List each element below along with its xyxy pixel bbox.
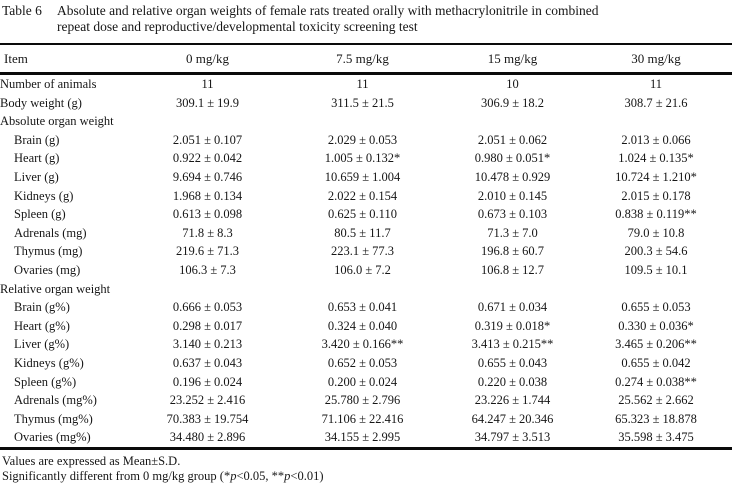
table-row: [0, 428, 732, 448]
row-value-cell: 3.140 ± 0.213: [172, 337, 243, 352]
table-title-line2: repeat dose and reproductive/developmental toxicity screening test: [57, 19, 418, 34]
row-value-cell: 0.655 ± 0.043: [477, 355, 548, 370]
col-header-item: Item: [0, 44, 135, 74]
section-row: [0, 112, 732, 131]
row-item-label: Liver (g%): [14, 337, 70, 352]
row-item-label: Body weight (g): [0, 95, 82, 110]
row-item-label: Kidneys (g%): [14, 355, 84, 370]
row-value-cell: 0.637 ± 0.043: [172, 355, 243, 370]
table-row: [0, 242, 732, 261]
row-value-cell: 9.694 ± 0.746: [172, 170, 243, 185]
row-value-cell: 11: [201, 77, 214, 92]
row-item-label: Spleen (g): [14, 207, 66, 222]
row-value-cell: 0.653 ± 0.041: [327, 300, 398, 315]
row-item-label: Adrenals (mg): [14, 225, 87, 240]
row-value-cell: 1.024 ± 0.135*: [618, 151, 694, 166]
row-value-cell: 11: [356, 77, 369, 92]
row-value-cell: 25.562 ± 2.662: [618, 393, 694, 408]
organ-weight-table: [0, 43, 732, 450]
row-value-cell: 0.652 ± 0.053: [327, 355, 398, 370]
row-value-cell: 0.196 ± 0.024: [172, 374, 243, 389]
row-value-cell: 35.598 ± 3.475: [618, 430, 694, 445]
row-value-cell: [580, 112, 732, 131]
col-header-dose-7-5: 7.5 mg/kg: [280, 44, 445, 74]
row-value-cell: [280, 280, 445, 299]
row-value-cell: 306.9 ± 18.2: [480, 95, 545, 110]
row-value-cell: 0.666 ± 0.053: [172, 300, 243, 315]
table-row: [0, 317, 732, 336]
section-row: [0, 280, 732, 299]
row-value-cell: 10.724 ± 1.210*: [615, 170, 697, 185]
footnote-mean-sd: Values are expressed as Mean±S.D.: [2, 453, 181, 468]
row-item-label: Relative organ weight: [0, 281, 111, 296]
table-title-line1: Absolute and relative organ weights of female rats treated orally with methacrylonitrile in combined: [57, 3, 599, 18]
table-row: [0, 373, 732, 392]
table-row: [0, 149, 732, 168]
row-value-cell: 10.659 ± 1.004: [324, 170, 401, 185]
row-value-cell: 10.478 ± 0.929: [474, 170, 551, 185]
table-row: [0, 94, 732, 113]
row-item-label: Heart (g): [14, 151, 60, 166]
header-row: [0, 44, 732, 74]
table-number-label: Table 6: [2, 3, 42, 18]
row-value-cell: [445, 280, 580, 299]
row-value-cell: 0.655 ± 0.042: [621, 355, 691, 370]
row-value-cell: 223.1 ± 77.3: [330, 244, 395, 259]
row-value-cell: 10: [506, 77, 519, 92]
row-value-cell: [135, 280, 280, 299]
row-value-cell: 200.3 ± 54.6: [624, 244, 688, 259]
row-value-cell: [580, 280, 732, 299]
row-item-label: Number of animals: [0, 77, 97, 92]
table-row: [0, 187, 732, 206]
row-value-cell: 106.3 ± 7.3: [179, 262, 236, 277]
row-value-cell: 2.051 ± 0.107: [172, 132, 243, 147]
row-value-cell: 0.200 ± 0.024: [327, 374, 398, 389]
col-header-dose-0: 0 mg/kg: [135, 44, 280, 74]
row-value-cell: 2.010 ± 0.145: [477, 188, 548, 203]
row-value-cell: 109.5 ± 10.1: [624, 262, 688, 277]
row-value-cell: 0.220 ± 0.038: [477, 374, 548, 389]
row-value-cell: 3.413 ± 0.215**: [471, 337, 554, 352]
footnote-p-italic: p: [284, 468, 291, 483]
row-item-label: Brain (g%): [14, 300, 70, 315]
row-item-label: Adrenals (mg%): [14, 393, 97, 408]
row-item-label: Spleen (g%): [14, 374, 77, 389]
table-caption: [0, 3, 732, 35]
row-value-cell: 80.5 ± 11.7: [334, 225, 391, 240]
table-body: [0, 74, 732, 449]
row-value-cell: 34.797 ± 3.513: [474, 430, 551, 445]
row-value-cell: 2.051 ± 0.062: [477, 132, 548, 147]
row-item-label: Heart (g%): [14, 318, 70, 333]
row-value-cell: 65.323 ± 18.878: [615, 411, 697, 426]
row-value-cell: 0.274 ± 0.038**: [615, 374, 697, 389]
row-value-cell: 3.465 ± 0.206**: [615, 337, 697, 352]
row-item-label: Thymus (mg%): [14, 411, 93, 426]
row-value-cell: 106.8 ± 12.7: [480, 262, 545, 277]
row-value-cell: 79.0 ± 10.8: [627, 225, 685, 240]
table-row: [0, 168, 732, 187]
table-row: [0, 391, 732, 410]
table-row: [0, 74, 732, 94]
row-value-cell: [280, 112, 445, 131]
row-value-cell: 0.673 ± 0.103: [477, 207, 548, 222]
row-value-cell: 3.420 ± 0.166**: [321, 337, 404, 352]
row-item-label: Brain (g): [14, 132, 60, 147]
table-row: [0, 410, 732, 429]
row-value-cell: 25.780 ± 2.796: [324, 393, 401, 408]
col-header-dose-30: 30 mg/kg: [580, 44, 732, 74]
footnote-significance-part: <0.01): [290, 468, 324, 483]
table-footnotes: [0, 454, 732, 484]
row-value-cell: 0.324 ± 0.040: [327, 318, 398, 333]
table-row: [0, 335, 732, 354]
row-value-cell: 2.029 ± 0.053: [327, 132, 398, 147]
table-row: [0, 354, 732, 373]
row-value-cell: 70.383 ± 19.754: [166, 411, 249, 426]
row-value-cell: 1.005 ± 0.132*: [324, 151, 401, 166]
row-value-cell: 0.922 ± 0.042: [172, 151, 243, 166]
table-row: [0, 298, 732, 317]
row-value-cell: 308.7 ± 21.6: [624, 95, 688, 110]
footnote-significance-part: <0.05, **: [236, 468, 285, 483]
row-value-cell: 0.330 ± 0.036*: [618, 318, 694, 333]
row-item-label: Ovaries (mg%): [14, 430, 91, 445]
row-value-cell: 219.6 ± 71.3: [175, 244, 240, 259]
row-value-cell: 71.3 ± 7.0: [487, 225, 538, 240]
row-value-cell: 0.838 ± 0.119**: [615, 207, 697, 222]
row-value-cell: 34.155 ± 2.995: [324, 430, 401, 445]
row-value-cell: 0.298 ± 0.017: [172, 318, 243, 333]
row-item-label: Ovaries (mg): [14, 262, 81, 277]
row-value-cell: 0.625 ± 0.110: [328, 207, 397, 222]
table-title: [57, 3, 732, 35]
row-value-cell: 2.022 ± 0.154: [327, 188, 398, 203]
table-row: [0, 224, 732, 243]
row-value-cell: 106.0 ± 7.2: [334, 262, 391, 277]
footnote-p-italic: p: [230, 468, 237, 483]
row-value-cell: 0.319 ± 0.018*: [474, 318, 551, 333]
table-row: [0, 131, 732, 150]
row-value-cell: 2.013 ± 0.066: [621, 132, 691, 147]
row-value-cell: 2.015 ± 0.178: [621, 188, 691, 203]
row-value-cell: 0.655 ± 0.053: [621, 300, 691, 315]
col-header-dose-15: 15 mg/kg: [445, 44, 580, 74]
row-value-cell: 311.5 ± 21.5: [331, 95, 394, 110]
footnote-significance: [2, 469, 732, 484]
row-value-cell: 71.106 ± 22.416: [321, 411, 404, 426]
row-value-cell: 64.247 ± 20.346: [471, 411, 554, 426]
row-value-cell: 0.671 ± 0.034: [477, 300, 548, 315]
row-value-cell: 71.8 ± 8.3: [182, 225, 233, 240]
row-value-cell: 23.226 ± 1.744: [474, 393, 551, 408]
row-value-cell: [445, 112, 580, 131]
table-row: [0, 261, 732, 280]
row-value-cell: [135, 112, 280, 131]
row-value-cell: 34.480 ± 2.896: [169, 430, 246, 445]
row-value-cell: 1.968 ± 0.134: [172, 188, 243, 203]
row-value-cell: 23.252 ± 2.416: [169, 393, 246, 408]
row-value-cell: 11: [649, 77, 663, 92]
row-item-label: Liver (g): [14, 170, 59, 185]
table-row: [0, 205, 732, 224]
row-item-label: Absolute organ weight: [0, 114, 114, 129]
row-item-label: Kidneys (g): [14, 188, 74, 203]
row-value-cell: 196.8 ± 60.7: [480, 244, 545, 259]
row-value-cell: 0.613 ± 0.098: [172, 207, 243, 222]
row-item-label: Thymus (mg): [14, 244, 83, 259]
row-value-cell: 0.980 ± 0.051*: [474, 151, 551, 166]
row-value-cell: 309.1 ± 19.9: [175, 95, 240, 110]
footnote-significance-part: Significantly different from 0 mg/kg group (*: [2, 468, 231, 483]
